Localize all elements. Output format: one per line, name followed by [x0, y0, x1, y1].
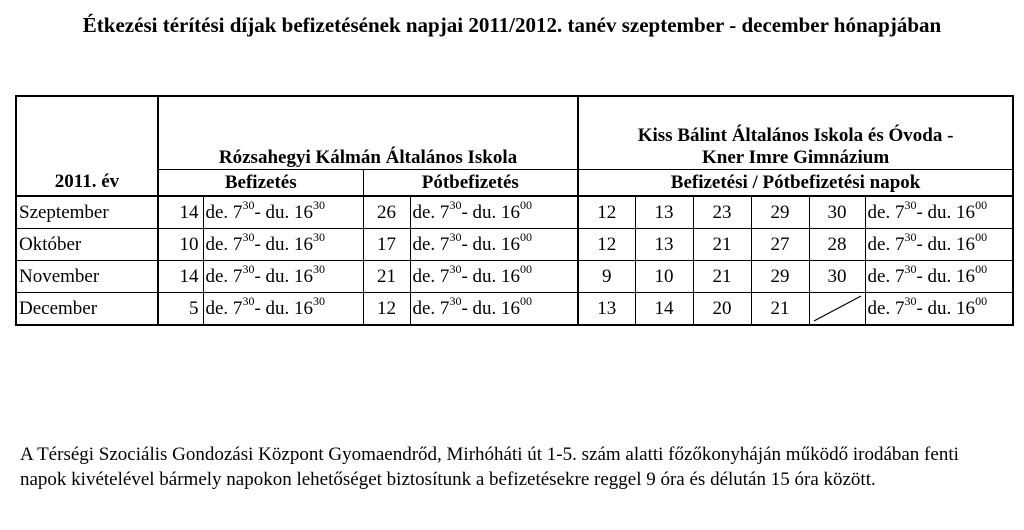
- potbefizetes-header: Pótbefizetés: [363, 170, 578, 197]
- day-cell: 30: [809, 261, 865, 293]
- table-row: [16, 261, 1013, 293]
- month-cell: Szeptember: [16, 196, 158, 229]
- schedule-table: [15, 95, 1014, 326]
- day-cell: 10: [635, 261, 693, 293]
- pot-day-cell: 17: [363, 229, 410, 261]
- bef-time-cell: de. $7^{30}-$ du. $16^{30}$: [203, 293, 363, 326]
- bef-day-cell: 5: [158, 293, 203, 326]
- day-cell: 13: [635, 196, 693, 229]
- school2-line2: Kner Imre Gimnázium: [701, 147, 890, 168]
- pot-time-cell: de. $7^{30}-$ du. $16^{00}$: [410, 293, 578, 326]
- day-cell: 9: [578, 261, 635, 293]
- day-cell: 28: [809, 229, 865, 261]
- befizetes-header: Befizetés: [158, 170, 363, 197]
- bef-time-cell: de. $7^{30}-$ du. $16^{30}$: [203, 196, 363, 229]
- day-cell: 21: [751, 293, 809, 326]
- day-cell: 29: [751, 261, 809, 293]
- pot-day-cell: 26: [363, 196, 410, 229]
- year-header: 2011. év: [16, 170, 158, 197]
- school1-header: Rózsahegyi Kálmán Általános Iskola: [158, 96, 578, 170]
- month-cell: Október: [16, 229, 158, 261]
- table-row: [16, 229, 1013, 261]
- month-cell: November: [16, 261, 158, 293]
- table-row: [16, 196, 1013, 229]
- empty-day-cell: [809, 293, 865, 326]
- bef-day-cell: 10: [158, 229, 203, 261]
- year-header-top: [16, 96, 158, 170]
- pot-time-cell: de. $7^{30}-$ du. $16^{00}$: [410, 196, 578, 229]
- pot-day-cell: 21: [363, 261, 410, 293]
- day-cell: 21: [693, 229, 751, 261]
- day-cell: 29: [751, 196, 809, 229]
- school2-line1: Kiss Bálint Általános Iskola és Óvoda -: [637, 125, 954, 146]
- day-cell: 12: [578, 229, 635, 261]
- day-cell: 13: [635, 229, 693, 261]
- pot-day-cell: 12: [363, 293, 410, 326]
- day-time-cell: de. $7^{30}-$ du. $16^{00}$: [865, 196, 1013, 229]
- day-cell: 12: [578, 196, 635, 229]
- day-time-cell: de. $7^{30}-$ du. $16^{00}$: [865, 261, 1013, 293]
- bef-day-cell: 14: [158, 261, 203, 293]
- month-cell: December: [16, 293, 158, 326]
- bef-day-cell: 14: [158, 196, 203, 229]
- day-cell: 30: [809, 196, 865, 229]
- day-time-cell: de. $7^{30}-$ du. $16^{00}$: [865, 293, 1013, 326]
- napok-header: Befizetési / Pótbefizetési napok: [578, 170, 1013, 197]
- school2-header: [578, 96, 1013, 170]
- pot-time-cell: de. $7^{30}-$ du. $16^{00}$: [410, 229, 578, 261]
- day-cell: 21: [693, 261, 751, 293]
- day-cell: 27: [751, 229, 809, 261]
- day-cell: 23: [693, 196, 751, 229]
- bef-time-cell: de. $7^{30}-$ du. $16^{30}$: [203, 229, 363, 261]
- footer-note: A Térségi Szociális Gondozási Központ Gyomaendrőd, Mirhóháti út 1-5. szám alatti főzőkonyháján működő irodában fenti napok kivételével bármely napokon lehetőséget biztosítunk a befizetésekre reggel 9 óra és délután 15 óra között.: [20, 444, 959, 490]
- table-row: [16, 293, 1013, 326]
- day-cell: 20: [693, 293, 751, 326]
- pot-time-cell: de. $7^{30}-$ du. $16^{00}$: [410, 261, 578, 293]
- bef-time-cell: de. $7^{30}-$ du. $16^{30}$: [203, 261, 363, 293]
- day-cell: 13: [578, 293, 635, 326]
- day-cell: 14: [635, 293, 693, 326]
- day-time-cell: de. $7^{30}-$ du. $16^{00}$: [865, 229, 1013, 261]
- page-title: Étkezési térítési díjak befizetésének napjai 2011/2012. tanév szeptember - december hónapjában: [82, 13, 942, 37]
- diagonal-slash-icon: [810, 293, 865, 324]
